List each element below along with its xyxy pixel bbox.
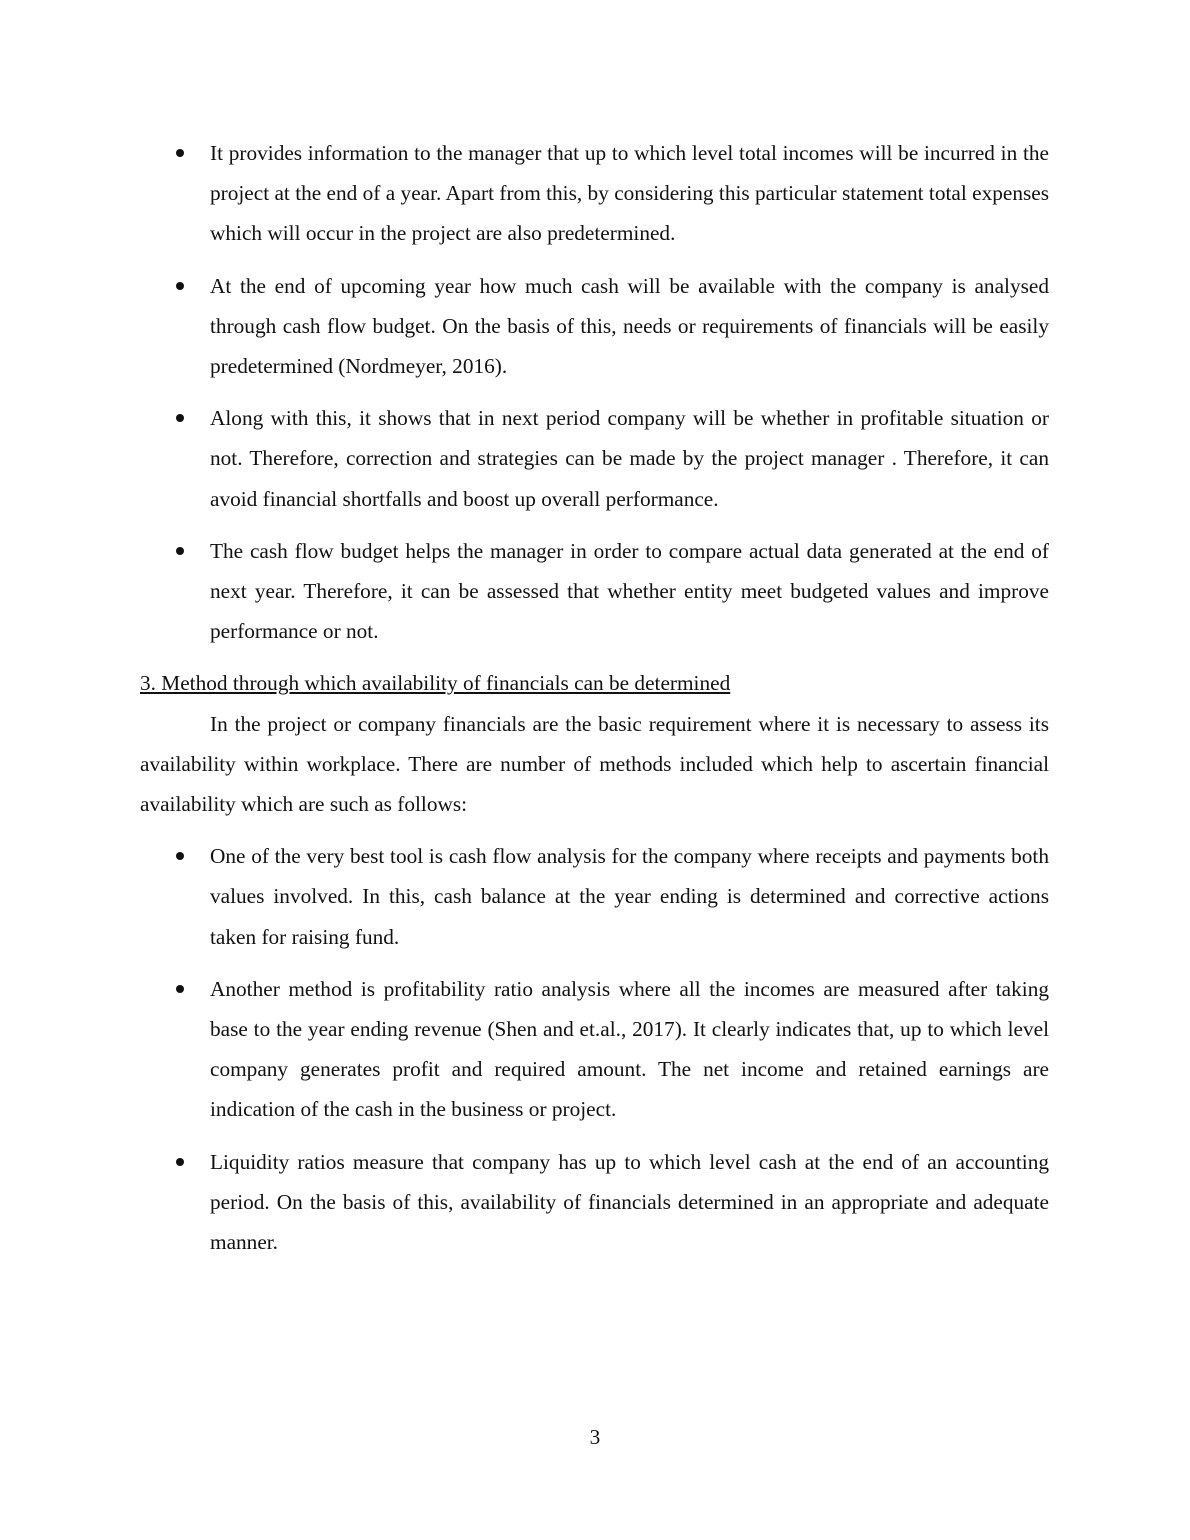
list-item-text: At the end of upcoming year how much cash will be available with the company is analysed through cash flow budget. On the basis of this, needs or requirements of financials will be easily predetermined (Nordmeyer, 2016). xyxy=(210,273,1049,379)
bullet-list-bottom xyxy=(140,836,1049,1262)
list-item xyxy=(140,836,1049,957)
bullet-icon xyxy=(175,836,210,876)
document-page xyxy=(140,133,1049,1274)
section-paragraph: In the project or company financials are the basic requirement where it is necessary to assess its availability within workplace. There are number of methods included which help to ascertain financial availability which are such as follows: xyxy=(140,711,1049,817)
bullet-icon xyxy=(175,969,210,1009)
bullet-icon xyxy=(175,1142,210,1182)
list-item-text: Liquidity ratios measure that company has up to which level cash at the end of an accounting period. On the basis of this, availability of financials determined in an appropriate and adequate manner. xyxy=(210,1149,1049,1255)
bullet-icon xyxy=(175,398,210,438)
page-number: 3 xyxy=(589,1425,601,1449)
list-item-text: Another method is profitability ratio analysis where all the incomes are measured after taking base to the year ending revenue (Shen and et.al., 2017). It clearly indicates that, up to which level company generates profit and required amount. The net income and retained earnings are indication of the cash in the business or project. xyxy=(210,976,1049,1122)
list-item xyxy=(140,531,1049,652)
list-item-text: Along with this, it shows that in next period company will be whether in profitable situation or not. Therefore, correction and strategies can be made by the project manager . Therefore, it can avoid financial shortfalls and boost up overall performance. xyxy=(210,406,1049,511)
list-item xyxy=(140,133,1049,254)
list-item xyxy=(140,398,1049,519)
section-heading: 3. Method through which availability of financials can be determined xyxy=(140,671,731,696)
list-item xyxy=(140,969,1049,1130)
list-item-text: The cash flow budget helps the manager in order to compare actual data generated at the end of next year. Therefore, it can be assessed that whether entity meet budgeted values and improve performance or not. xyxy=(210,538,1049,644)
list-item xyxy=(140,266,1049,387)
bullet-icon xyxy=(175,266,210,306)
list-item-text: It provides information to the manager that up to which level total incomes will be incurred in the project at the end of a year. Apart from this, by considering this particular statement total expenses which will occur in the project are also predetermined. xyxy=(210,141,1049,246)
bullet-icon xyxy=(175,133,210,173)
list-item-text: One of the very best tool is cash flow analysis for the company where receipts and payments both values involved. In this, cash balance at the year ending is determined and corrective actions taken for raising fund. xyxy=(210,844,1049,949)
bullet-list-top xyxy=(140,133,1049,651)
bullet-icon xyxy=(175,531,210,571)
list-item xyxy=(140,1142,1049,1263)
